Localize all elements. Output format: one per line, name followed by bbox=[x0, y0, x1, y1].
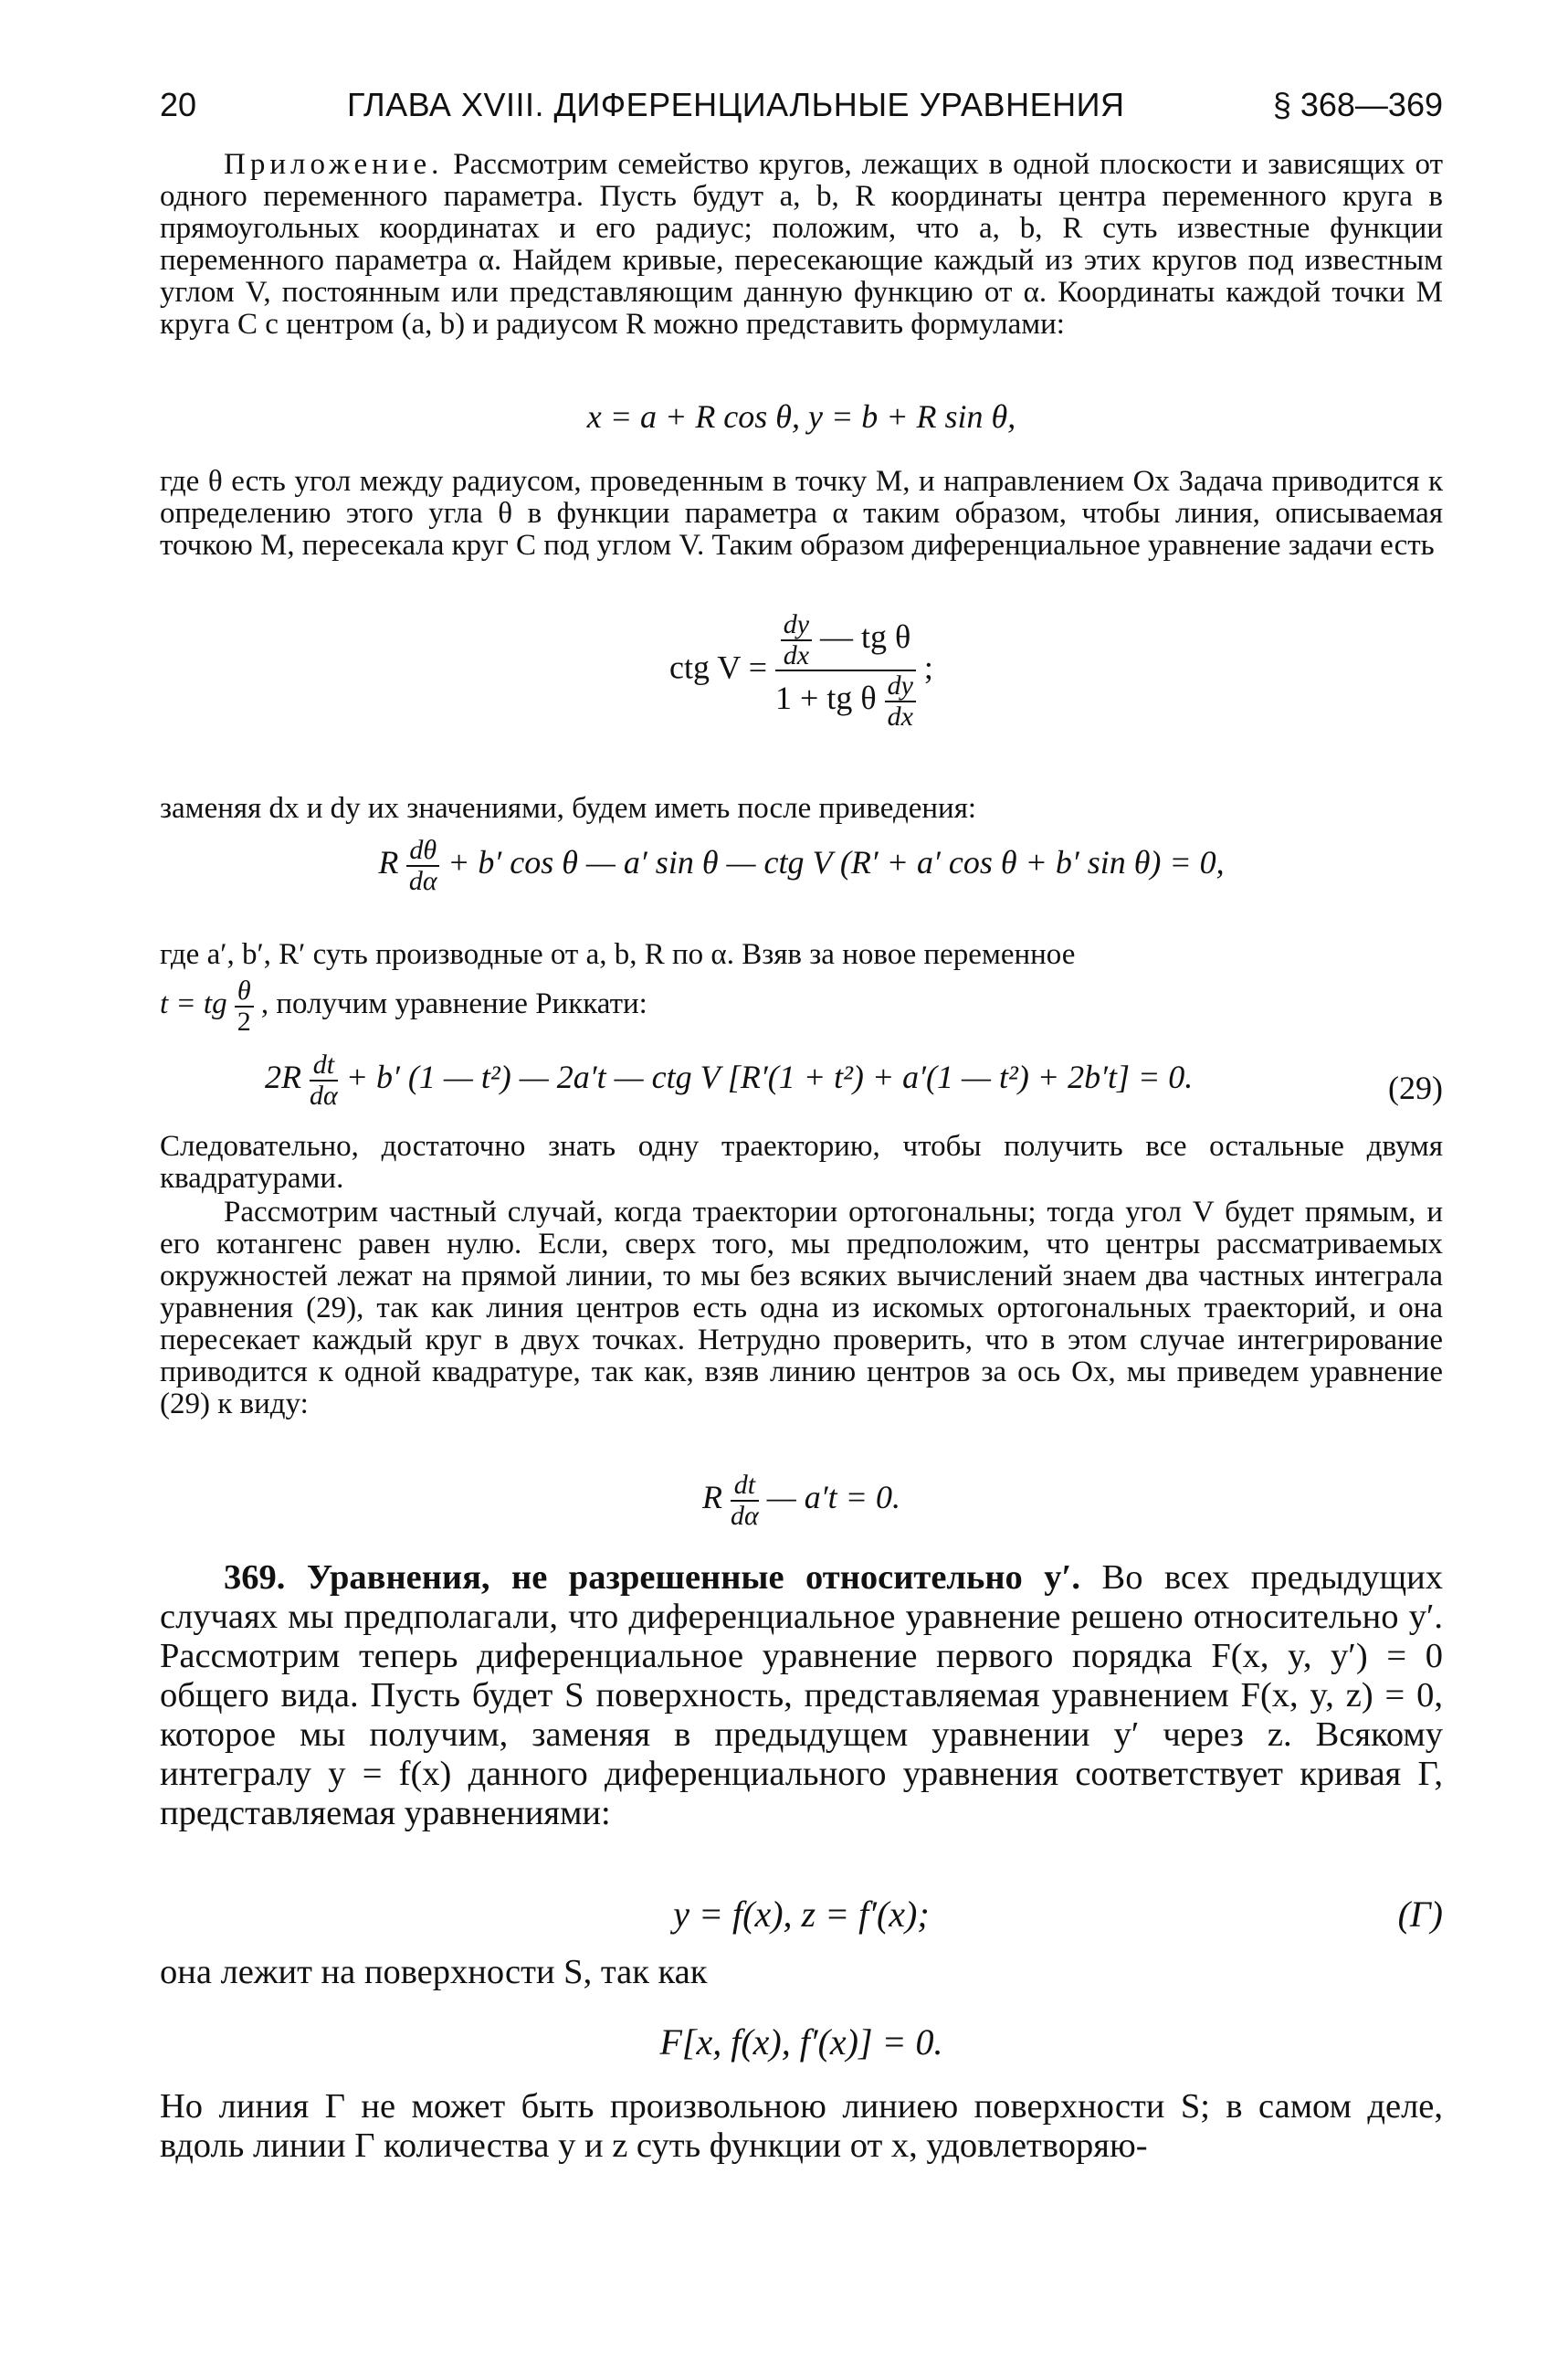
section-title: Уравнения, не разрешенные относительно y′. bbox=[306, 1558, 1080, 1597]
equation-lead: R bbox=[702, 1478, 723, 1515]
fraction-top: dy bbox=[783, 609, 810, 639]
chapter-title: ГЛАВА XVIII. ДИФЕРЕНЦИАЛЬНЫЕ УРАВНЕНИЯ bbox=[347, 86, 1125, 123]
paragraph-line: где a′, b′, R′ суть производные от a, b, R по α. Взяв за новое переменное bbox=[160, 938, 1076, 971]
paragraph-lies-on-surface bbox=[160, 1953, 1443, 1992]
equation-29 bbox=[160, 1050, 1443, 1110]
main-denominator bbox=[775, 671, 916, 731]
equation-rest: + b′ cos θ — a′ sin θ — ctg V (R′ + a′ cos θ + b′ sin θ) = 0, bbox=[447, 843, 1225, 881]
paragraph-text: заменяя dx и dy их значениями, будем иметь после приведения: bbox=[160, 792, 977, 825]
fraction-bottom: dα bbox=[310, 1080, 338, 1111]
paragraph-special-case bbox=[160, 1197, 1443, 1420]
fraction-bottom: dx bbox=[887, 701, 913, 732]
equation-text: F[x, f(x), f′(x)] = 0. bbox=[659, 2021, 943, 2063]
paragraph-text: она лежит на поверхности S, так как bbox=[160, 1953, 708, 1991]
main-numerator bbox=[775, 610, 916, 671]
paragraph-angle bbox=[160, 466, 1443, 562]
fraction-bottom: dα bbox=[408, 865, 437, 896]
equation-R-dtheta bbox=[160, 836, 1443, 895]
t-definition: t = tg bbox=[160, 987, 227, 1021]
equation-text: x = a + R cos θ, y = b + R sin θ, bbox=[586, 398, 1016, 435]
dt-dalpha-fraction bbox=[731, 1471, 759, 1530]
paragraph-line bbox=[160, 976, 1443, 1036]
equation-ctg bbox=[160, 610, 1443, 731]
paragraph-text: где θ есть угол между радиусом, проведенным в точку M, и направлением Ox Задача приводится к определению этого угла θ в функции параметра α таким образом, чтобы линия, описываемая точкою M, пересекала круг C под углом V. Таким образом диференциальное уравнение задачи есть bbox=[160, 465, 1443, 562]
paragraph-application bbox=[160, 149, 1443, 341]
running-header bbox=[160, 86, 1443, 132]
equation-number: (29) bbox=[1388, 1070, 1443, 1106]
equation-label bbox=[1398, 1893, 1443, 1936]
numerator-tail: — tg θ bbox=[820, 617, 911, 655]
paragraph-text: Рассмотрим семейство кругов, лежащих в одной плоскости и зависящих от одного переменного параметра. Пусть будут a, b, R координаты центра переменного круга в прямоугольных координатах и его радиус; положим, что a, b, R суть известные функции переменного параметра α. Найдем кривые, пересекающие каждый из этих кругов под известным углом V, постоянным или представляющим данную функцию от α. Координаты каждой точки M круга C с центром (a, b) и радиусом R можно представить формулами: bbox=[160, 148, 1443, 341]
theta-half-fraction bbox=[235, 976, 254, 1036]
fraction-top: dt bbox=[312, 1050, 335, 1080]
paragraph-derivatives bbox=[160, 938, 1443, 1037]
fraction-top: dθ bbox=[409, 835, 437, 865]
equation-F bbox=[160, 2021, 1443, 2063]
paragraph-text: Рассмотрим частный случай, когда траектории ортогональны; тогда угол V будет прямым, и его котангенс равен нулю. Если, сверх того, мы предположим, что центры рассматриваемых окружностей лежат на прямой линии, то мы без всяких вычислений знаем два частных интеграла уравнения (29), так как линия центров есть одна из искомых ортогональных траекторий, и она пересекает каждый круг в двух точках. Нетрудно проверить, что в этом случае интегрирование приводится к одной квадратуре, так как, взяв линию центров за ось Ox, мы приведем уравнение (29) к виду: bbox=[160, 1196, 1443, 1420]
section-number: 369. bbox=[224, 1558, 286, 1597]
dtheta-dalpha-fraction bbox=[406, 836, 439, 895]
dy-dx-fraction bbox=[781, 610, 812, 670]
paragraph-line-gamma bbox=[160, 2087, 1443, 2166]
main-fraction bbox=[775, 610, 916, 731]
paragraph-text: Следовательно, достаточно знать одну траекторию, чтобы получить все остальные двумя квадратурами. bbox=[160, 1130, 1443, 1195]
paragraph-consequence bbox=[160, 1131, 1443, 1195]
paragraph-lead: Приложение. bbox=[224, 148, 444, 181]
fraction-bottom: dx bbox=[783, 639, 810, 670]
paragraph-replacing bbox=[160, 793, 1443, 825]
dy-dx-fraction bbox=[885, 671, 916, 731]
fraction-bottom: dα bbox=[731, 1500, 759, 1531]
section-text: Во всех предыдущих случаях мы предполагали, что диференциальное уравнение решено относительно y′. Рассмотрим теперь диференциальное уравнение первого порядка F(x, y, y′) = 0 общего вида. Пусть будет S поверхность, представляемая уравнением F(x, y, z) = 0, которое мы получим, заменяя в предыдущем уравнении y′ через z. Всякому интегралу y = f(x) данного диференциального уравнения соответствует кривая Г, представляемая уравнениями: bbox=[160, 1558, 1444, 1832]
equation-gamma bbox=[160, 1893, 1443, 1936]
section-range: § 368—369 bbox=[1272, 86, 1443, 123]
fraction-top: dt bbox=[733, 1470, 756, 1500]
equation-label-text: (Г) bbox=[1397, 1894, 1443, 1935]
equation-end: ; bbox=[923, 649, 933, 686]
equation-R-dt bbox=[160, 1471, 1443, 1530]
paragraph-tail: , получим уравнение Риккати: bbox=[260, 987, 647, 1021]
equation-lead: R bbox=[378, 843, 399, 881]
equation-lhs: ctg V = bbox=[669, 649, 768, 686]
section-369 bbox=[160, 1558, 1443, 1833]
fraction-top: θ bbox=[237, 976, 251, 1006]
fraction-bottom: 2 bbox=[237, 1006, 251, 1037]
dt-dalpha-fraction bbox=[310, 1050, 338, 1110]
denominator-head: 1 + tg θ bbox=[775, 679, 877, 716]
equation-rest: + b′ (1 — t²) — 2a′t — ctg V [R′(1 + t²) + a′(1 — t²) + 2b′t] = 0. bbox=[345, 1058, 1194, 1095]
equation-rest: — a′t = 0. bbox=[766, 1478, 900, 1515]
equation-circle-coordinates bbox=[160, 397, 1443, 436]
paragraph-text: Но линия Г не может быть произвольною линиею поверхности S; в самом деле, вдоль линии Г количества y и z суть функции от x, удовлетворяю- bbox=[160, 2087, 1443, 2165]
equation-lead: 2R bbox=[265, 1058, 301, 1095]
equation-text: y = f(x), z = f′(x); bbox=[673, 1894, 930, 1935]
page-number: 20 bbox=[160, 86, 197, 123]
fraction-top: dy bbox=[887, 670, 913, 701]
